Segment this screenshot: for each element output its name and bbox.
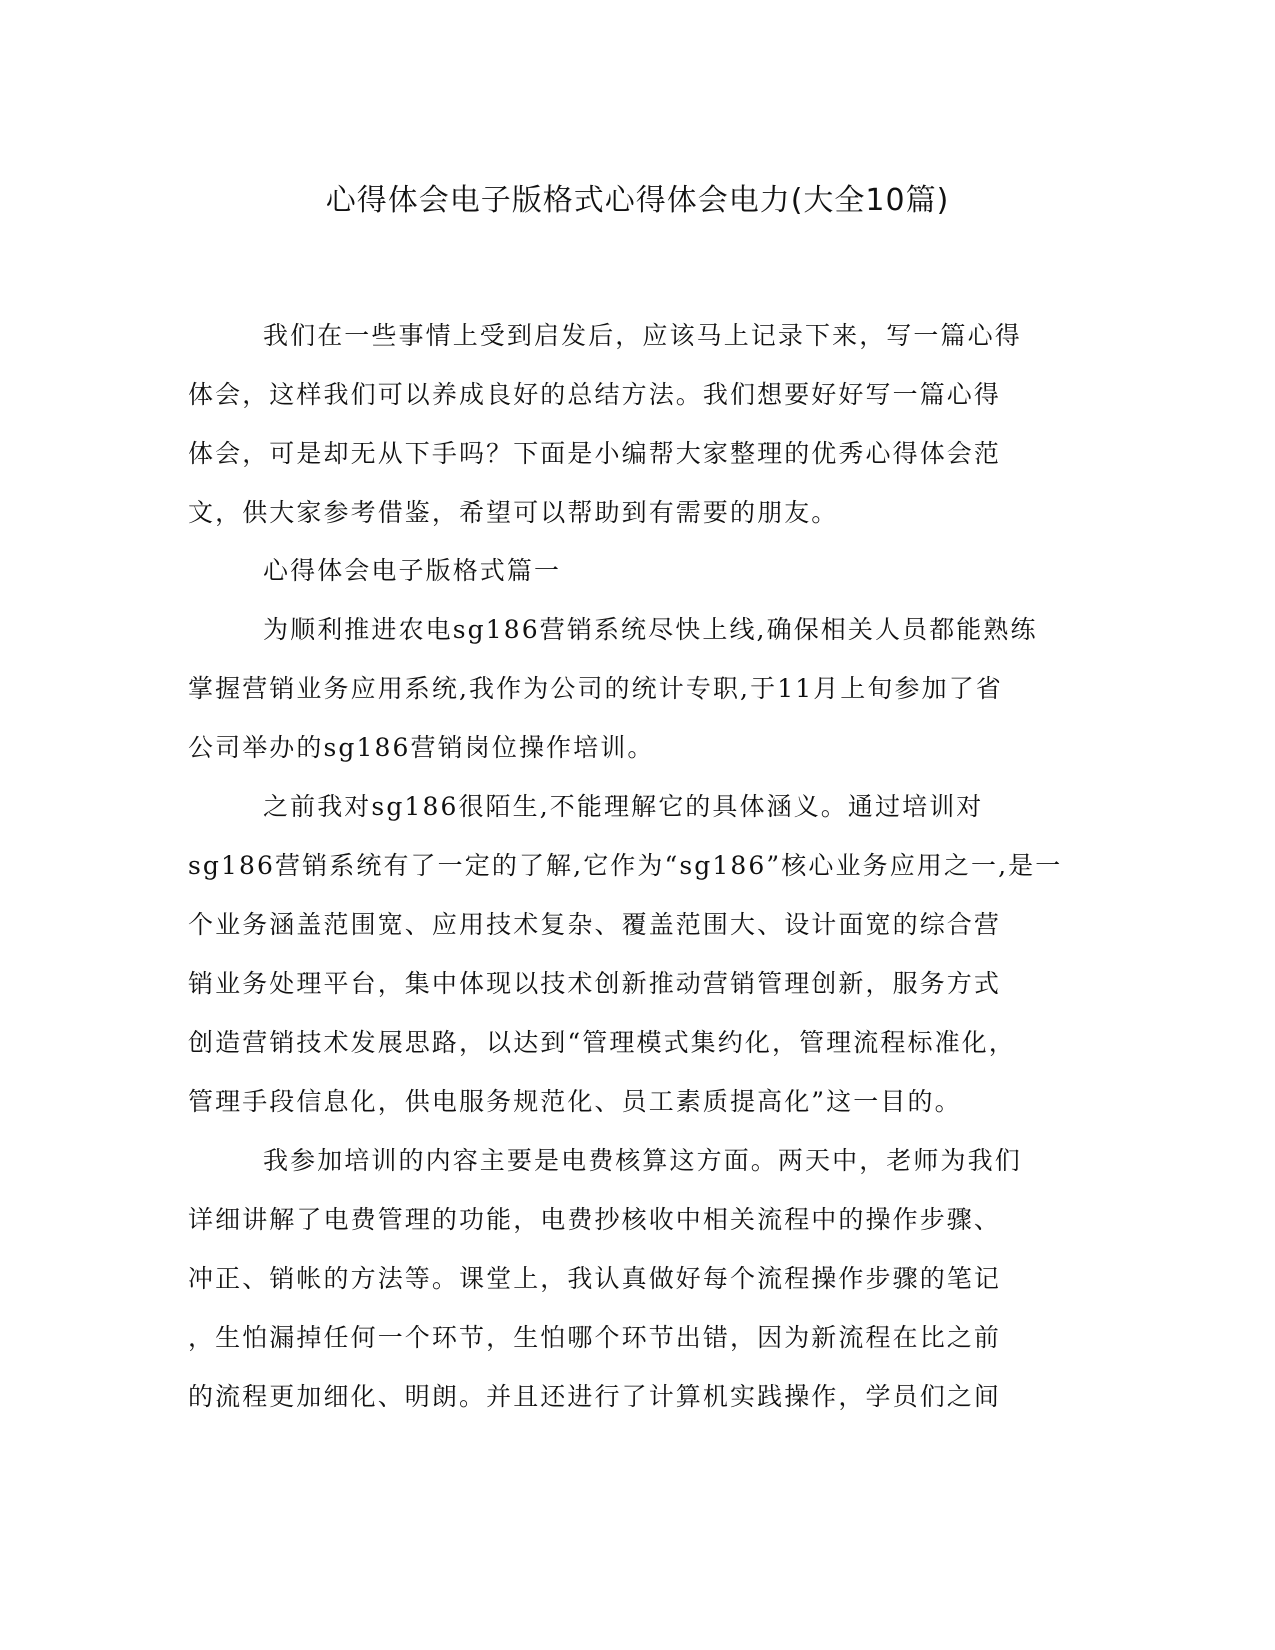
paragraph-line: 我们在一些事情上受到启发后，应该马上记录下来，写一篇心得 <box>263 321 1022 350</box>
paragraph-line: sg186营销系统有了一定的了解,它作为“sg186”核心业务应用之一,是一 <box>188 851 1063 880</box>
paragraph-line: 销业务处理平台，集中体现以技术创新推动营销管理创新，服务方式 <box>188 969 1002 998</box>
paragraph-line: 之前我对sg186很陌生,不能理解它的具体涵义。通过培训对 <box>263 792 984 821</box>
paragraph-line: 冲正、销帐的方法等。课堂上，我认真做好每个流程操作步骤的笔记 <box>188 1264 1002 1293</box>
paragraph-line: 体会，这样我们可以养成良好的总结方法。我们想要好好写一篇心得 <box>188 380 1002 409</box>
paragraph-line: ，生怕漏掉任何一个环节，生怕哪个环节出错，因为新流程在比之前 <box>188 1323 1002 1352</box>
paragraph-line: 详细讲解了电费管理的功能，电费抄核收中相关流程中的操作步骤、 <box>188 1205 1002 1234</box>
paragraph-line: 掌握营销业务应用系统,我作为公司的统计专职,于11月上旬参加了省 <box>188 674 1003 703</box>
paragraph-line: 体会，可是却无从下手吗？下面是小编帮大家整理的优秀心得体会范 <box>188 439 1002 468</box>
paragraph-line: 文，供大家参考借鉴，希望可以帮助到有需要的朋友。 <box>188 498 839 527</box>
paragraph-line: 公司举办的sg186营销岗位操作培训。 <box>188 733 655 762</box>
paragraph-line: 创造营销技术发展思路，以达到“管理模式集约化，管理流程标准化， <box>188 1028 1016 1057</box>
paragraph-line: 管理手段信息化，供电服务规范化、员工素质提高化”这一目的。 <box>188 1087 962 1116</box>
section-heading: 心得体会电子版格式篇一 <box>263 556 562 585</box>
paragraph-line: 为顺利推进农电sg186营销系统尽快上线,确保相关人员都能熟练 <box>263 615 1038 644</box>
document-title: 心得体会电子版格式心得体会电力(大全10篇) <box>325 183 950 218</box>
paragraph-line: 我参加培训的内容主要是电费核算这方面。两天中，老师为我们 <box>263 1146 1022 1175</box>
paragraph-line: 的流程更加细化、明朗。并且还进行了计算机实践操作，学员们之间 <box>188 1382 1002 1411</box>
paragraph-line: 个业务涵盖范围宽、应用技术复杂、覆盖范围大、设计面宽的综合营 <box>188 910 1002 939</box>
